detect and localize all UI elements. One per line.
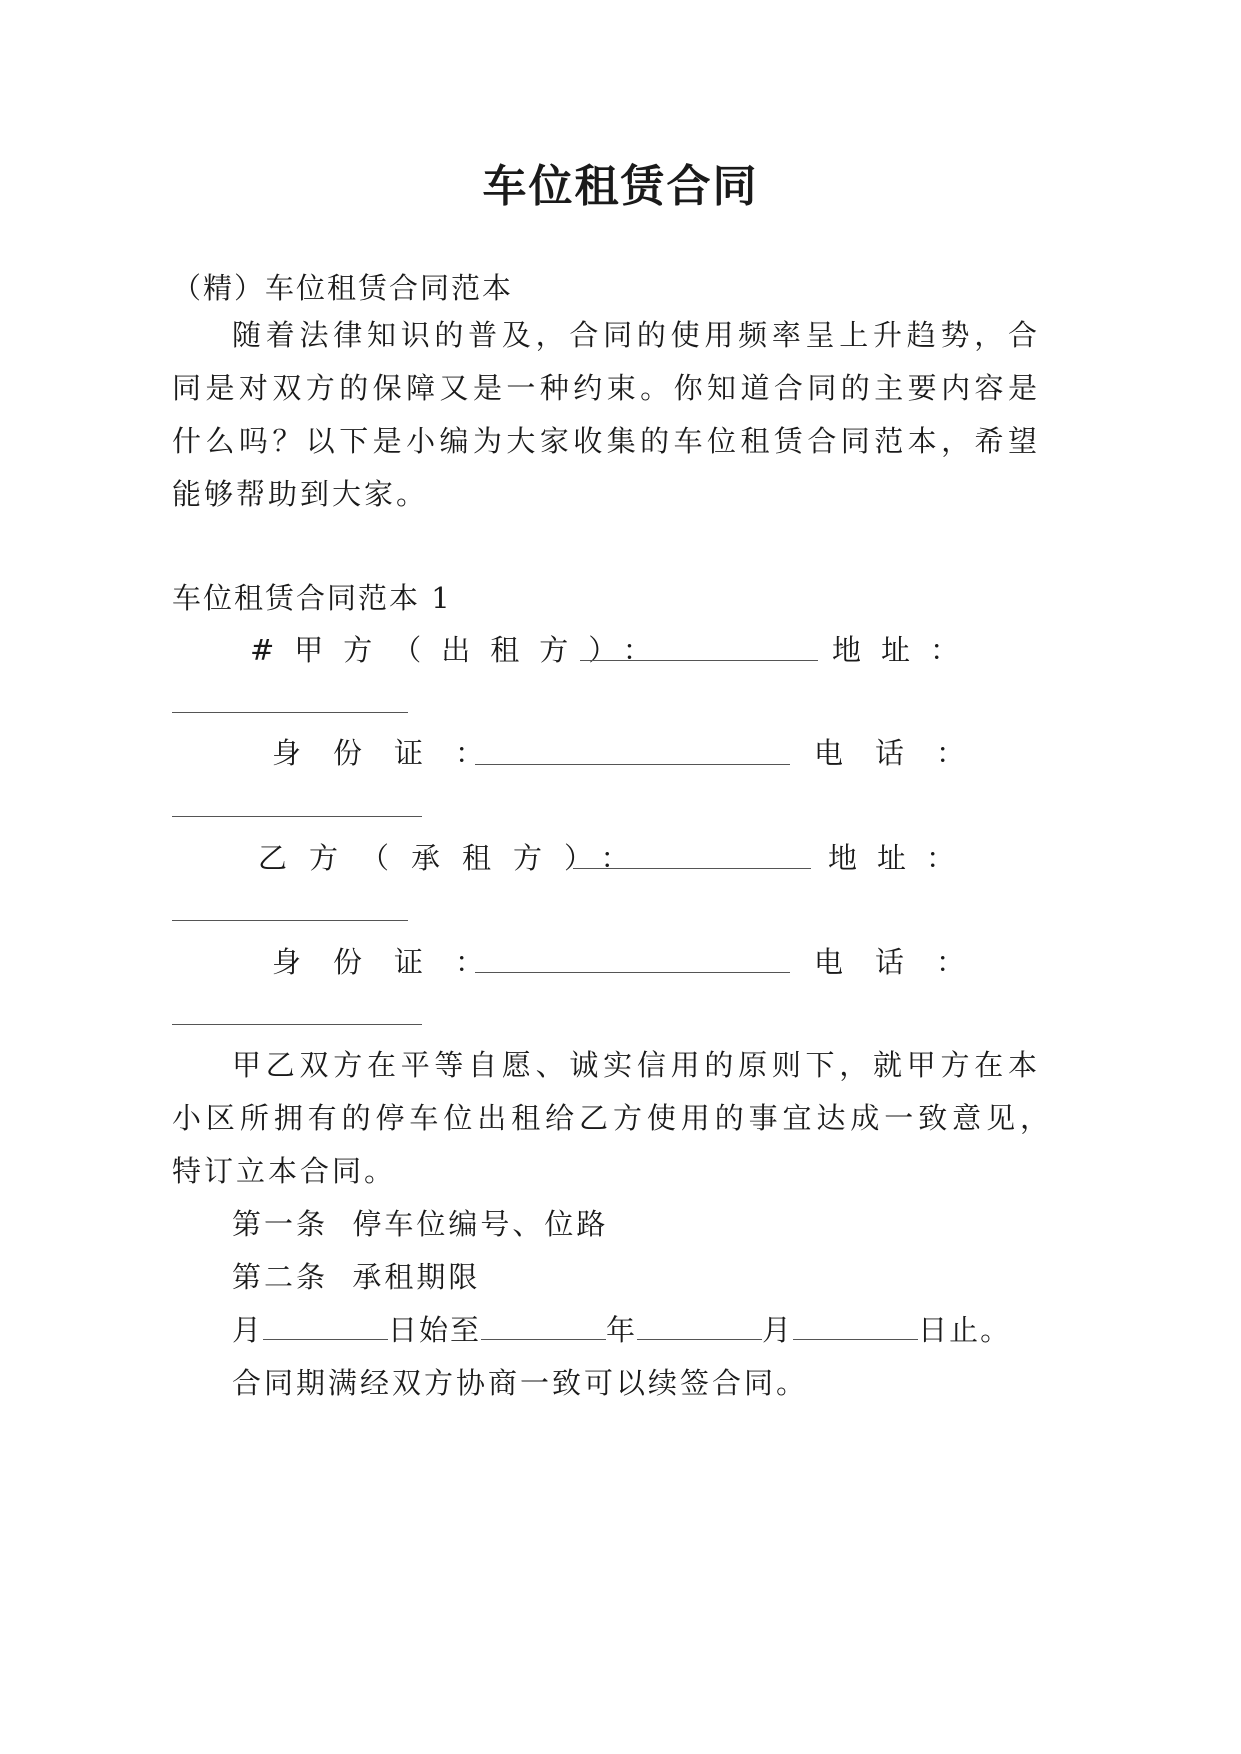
term-month-blank[interactable] — [263, 1311, 388, 1340]
party-b-name-blank[interactable] — [573, 868, 811, 869]
party-a-address-label: 地址： — [832, 633, 980, 667]
party-a-name-blank[interactable] — [580, 660, 818, 661]
article-2: 第二条 承租期限 — [232, 1260, 481, 1294]
party-b-label: 乙方（承租方）： — [258, 841, 652, 875]
intro-line-3: 什么吗？以下是小编为大家收集的车位租赁合同范本，希望 — [172, 424, 1040, 458]
term-month-end-blank[interactable] — [637, 1311, 762, 1340]
term-day-start: 日始至 — [388, 1313, 482, 1347]
party-a-phone-blank[interactable] — [172, 816, 422, 817]
term-day-end: 日止。 — [918, 1313, 1012, 1347]
renewal-line: 合同期满经双方协商一致可以续签合同。 — [232, 1366, 809, 1400]
intro-line-2: 同是对双方的保障又是一种约束。你知道合同的主要内容是 — [172, 371, 1040, 405]
section-heading: 车位租赁合同范本 1 — [172, 581, 452, 615]
party-b-address-blank[interactable] — [172, 920, 408, 921]
agreement-line-3: 特订立本合同。 — [172, 1154, 397, 1188]
document-subtitle: （精）车位租赁合同范本 — [172, 271, 514, 305]
term-year-end: 年 — [606, 1313, 638, 1347]
party-b-phone-label: 电话： — [814, 945, 998, 979]
party-b-id-blank[interactable] — [475, 972, 790, 973]
intro-line-1: 随着法律知识的普及，合同的使用频率呈上升趋势，合 — [232, 318, 1040, 352]
intro-line-4: 能够帮助到大家。 — [172, 477, 429, 511]
document-title: 车位租赁合同 — [482, 161, 759, 212]
term-year-blank[interactable] — [481, 1311, 606, 1340]
term-day-end-blank[interactable] — [793, 1311, 918, 1340]
party-b-address-label: 地址： — [828, 841, 976, 875]
party-a-id-blank[interactable] — [475, 764, 790, 765]
article-1: 第一条 停车位编号、位路 — [232, 1207, 609, 1241]
agreement-line-1: 甲乙双方在平等自愿、诚实信用的原则下，就甲方在本 — [232, 1048, 1040, 1082]
party-b-id-label: 身份证： — [272, 945, 517, 979]
party-a-address-blank[interactable] — [172, 712, 408, 713]
party-b-phone-blank[interactable] — [172, 1024, 422, 1025]
agreement-line-2: 小区所拥有的停车位出租给乙方使用的事宜达成一致意见， — [172, 1101, 1052, 1135]
term-month-end: 月 — [762, 1313, 794, 1347]
term-month-start: 月 — [232, 1313, 264, 1347]
term-line — [232, 1310, 1092, 1350]
party-a-label: #甲方（出租方）： — [250, 633, 672, 667]
party-a-id-label: 身份证： — [272, 736, 517, 770]
party-a-phone-label: 电话： — [814, 736, 998, 770]
